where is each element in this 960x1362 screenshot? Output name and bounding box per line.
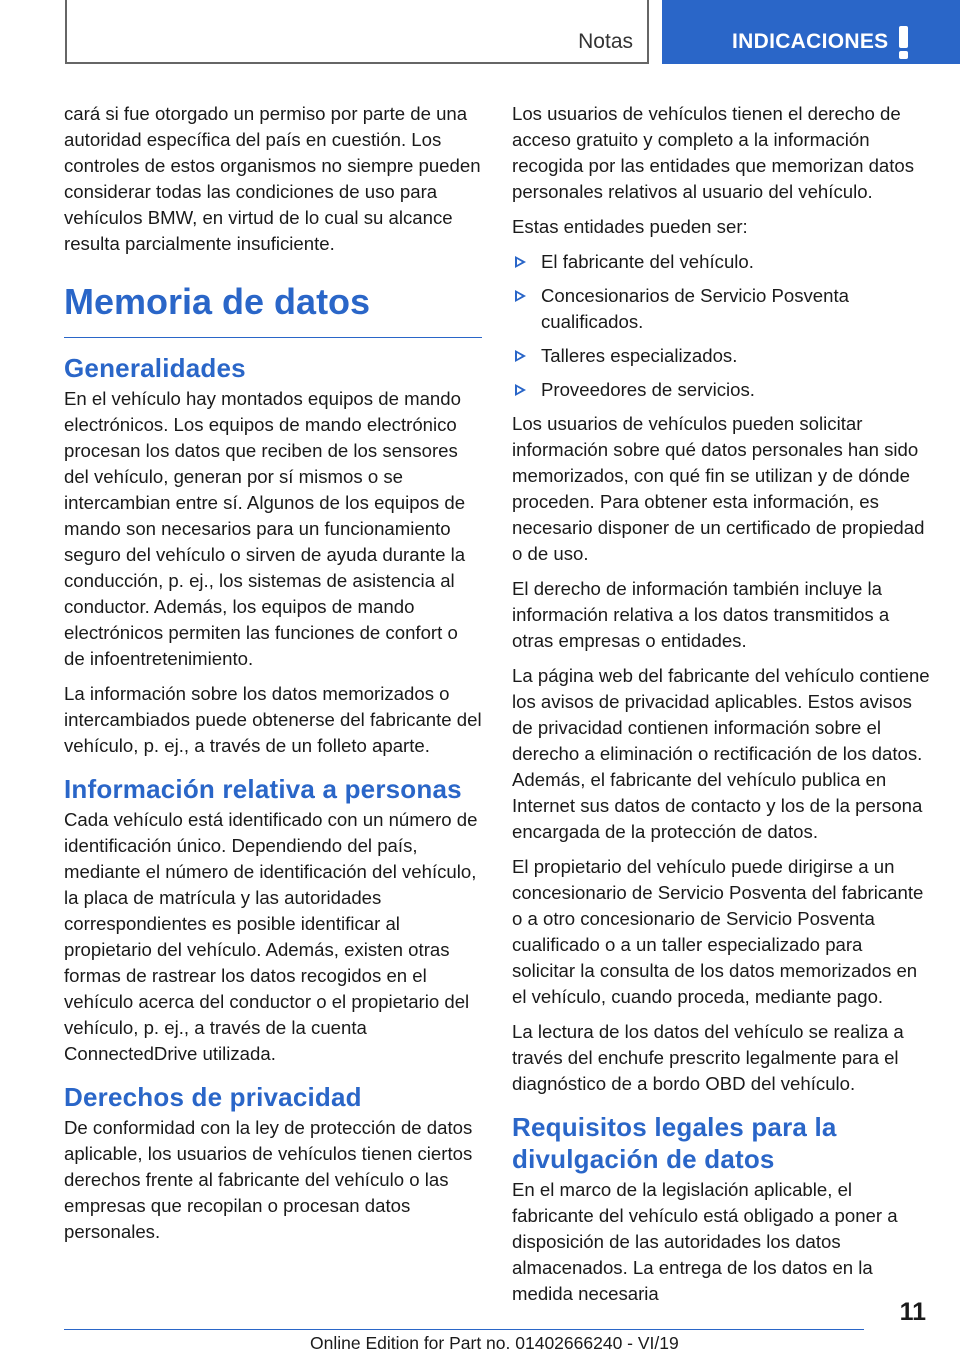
footer-edition: Online Edition for Part no. 01402666240 - VI/19	[310, 1333, 679, 1353]
entities-list	[512, 249, 930, 403]
triangle-bullet-icon	[515, 384, 526, 396]
paragraph: El propietario del vehículo puede dirigirse a un concesionario de Servicio Posventa del fabricante o a otro concesionario de Servicio Posventa cualificado o a un taller especializado para solicitar la consulta de los datos memorizados en el vehículo, cuando proceda, mediante pago.	[512, 856, 924, 1007]
list-item: Talleres especializados.	[512, 343, 930, 369]
list-item: El fabricante del vehículo.	[512, 249, 930, 275]
paragraph: La lectura de los datos del vehículo se realiza a través del enchufe prescrito legalmente para el diagnóstico de a bordo OBD del vehículo.	[512, 1021, 904, 1094]
paragraph: En el marco de la legislación aplicable, el fabricante del vehículo está obligado a poner a disposición de las autoridades los datos almacenados. La entrega de los datos en la medida necesaria	[512, 1179, 898, 1304]
paragraph: La información sobre los datos memorizados o intercambiados puede obtenerse del fabricante del vehículo, p. ej., a través de un folleto aparte.	[64, 683, 482, 756]
paragraph: En el vehículo hay montados equipos de mando electrónicos. Los equipos de mando electrónico procesan los datos que reciben de los sensores del vehículo, generan por sí mismos o se intercambian entre sí. Algunos de los equipos de mando son necesarios para un funcionamiento seguro del vehículo o sirven de ayuda durante la conducción, p. ej., los sistemas de asistencia al conductor. Además, los equipos de mando electrónicos permiten las funciones de confort o de infoentretenimiento.	[64, 388, 466, 669]
right-column	[512, 101, 930, 1316]
paragraph: Los usuarios de vehículos tienen el derecho de acceso gratuito y completo a la información recogida por las entidades que memorizan datos personales relativos al usuario del vehículo.	[512, 103, 915, 202]
paragraph: Los usuarios de vehículos pueden solicitar información sobre qué datos personales han sido memorizados, con qué fin se utilizan y de dónde proceden. Para obtener esta información, es necesario disponer de un certificado de propiedad o de uso.	[512, 413, 925, 564]
header-section-box	[65, 0, 649, 64]
list-item: Concesionarios de Servicio Posventa cualificados.	[512, 283, 930, 335]
intro-paragraph: cará si fue otorgado un permiso por parte de una autoridad específica del país en cuestión. Los controles de estos organismos no siempre pueden considerar todas las condiciones de uso para vehículos BMW, en virtud de lo cual su alcance resulta parcialmente insuficiente.	[64, 103, 481, 254]
header-chapter-label: INDICACIONES	[732, 30, 889, 53]
exclamation-icon	[899, 26, 908, 48]
footer-divider	[64, 1329, 864, 1330]
exclamation-dot-icon	[899, 51, 908, 59]
paragraph: Estas entidades pueden ser:	[512, 216, 748, 237]
page-number: 11	[899, 1298, 926, 1326]
chapter-heading: Memoria de datos	[64, 279, 482, 338]
triangle-bullet-icon	[515, 256, 526, 268]
section-heading-privacidad: Derechos de privacidad	[64, 1082, 362, 1112]
paragraph: Cada vehículo está identificado con un número de identificación único. Dependiendo del país, mediante el número de identificación del vehículo, la placa de matrícula y las autoridades correspondientes es posible identificar al propietario del vehículo. Además, existen otras formas de rastrear los datos recogidos en el vehículo acerca del conductor o el propietario del vehículo, p. ej., a través de la cuenta ConnectedDrive utilizada.	[64, 809, 478, 1064]
triangle-bullet-icon	[515, 290, 526, 302]
list-item: Proveedores de servicios.	[512, 377, 930, 403]
section-heading-personas: Información relativa a personas	[64, 774, 462, 804]
section-heading-requisitos: Requisitos legales para la divulgación de datos	[512, 1112, 837, 1174]
header-section-label: Notas	[578, 30, 633, 53]
left-column	[64, 101, 482, 1254]
header-chapter-tab	[662, 0, 960, 64]
triangle-bullet-icon	[515, 350, 526, 362]
paragraph: El derecho de información también incluye la información relativa a los datos transmitidos a otras empresas o entidades.	[512, 578, 890, 651]
paragraph: De conformidad con la ley de protección de datos aplicable, los usuarios de vehículos tienen ciertos derechos frente al fabricante del vehículo o las empresas que recopilan o procesan datos personales.	[64, 1117, 473, 1242]
section-heading-generalidades: Generalidades	[64, 353, 246, 383]
paragraph: La página web del fabricante del vehículo contiene los avisos de privacidad aplicables. Estos avisos de privacidad contienen información sobre el derecho a eliminación o rectificación de los datos. Además, el fabricante del vehículo publica en Internet sus datos de contacto y los de la persona encargada de la protección de datos.	[512, 665, 930, 842]
